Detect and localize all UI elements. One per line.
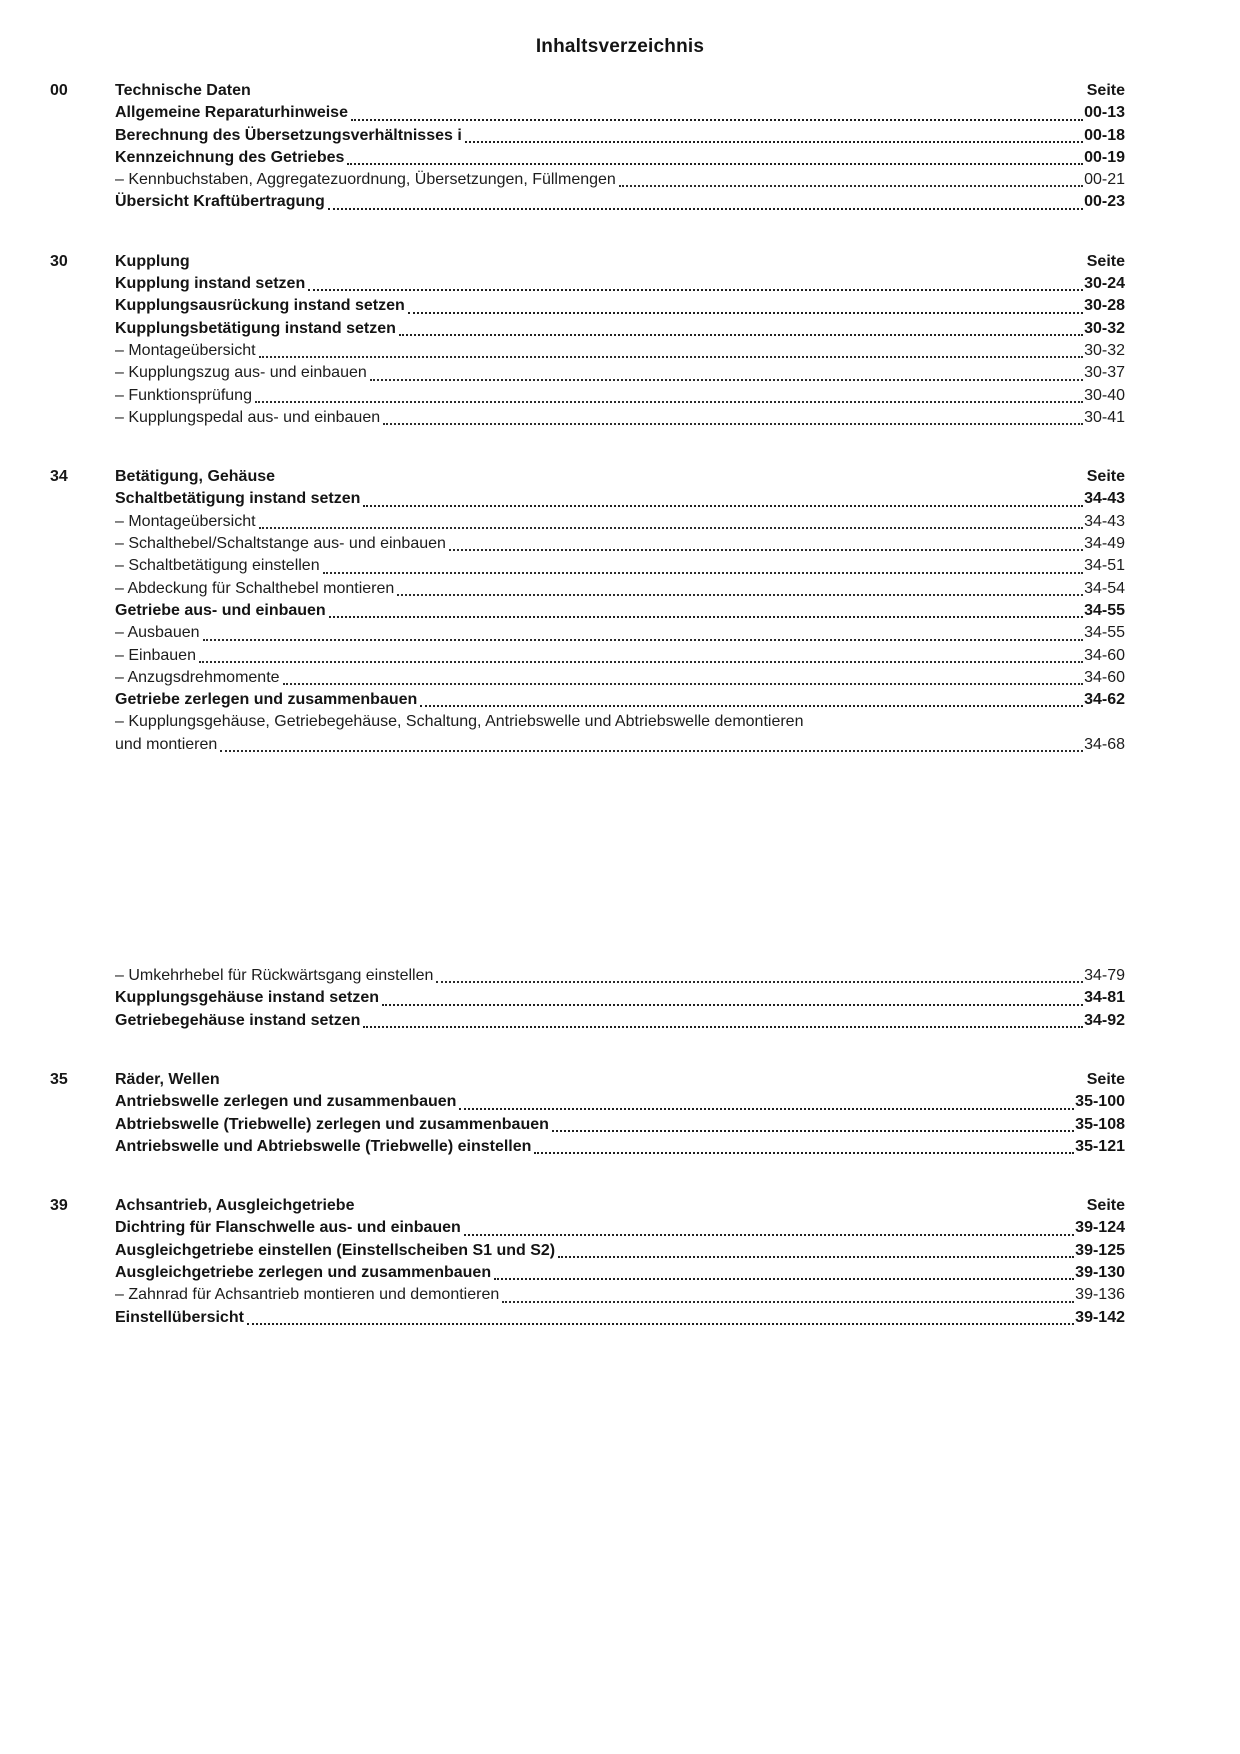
section-number: 35 [50, 1070, 68, 1088]
page-number: 34-55 [1084, 601, 1125, 619]
entry-text: – Einbauen [115, 646, 196, 664]
page-number: 34-51 [1084, 557, 1125, 575]
entry-text: Berechnung des Übersetzungsverhältnisses i [115, 126, 462, 144]
dot-leader [351, 119, 1083, 121]
dot-leader [220, 750, 1083, 752]
dot-leader [199, 661, 1083, 663]
entry-text: – Ausbauen [115, 624, 200, 642]
toc-entry [115, 488, 1125, 510]
section-header [50, 1195, 1125, 1217]
entry-text: Getriebe zerlegen und zusammenbauen [115, 691, 418, 709]
entry-text: Kennzeichnung des Getriebes [115, 148, 345, 166]
page-number: 30-28 [1084, 297, 1125, 315]
dot-leader [552, 1130, 1074, 1132]
dot-leader [259, 356, 1084, 358]
page-number: 34-49 [1084, 535, 1125, 553]
section-title: Kupplung [115, 252, 190, 270]
entry-text: Schaltbetätigung instand setzen [115, 490, 361, 508]
dot-leader [347, 163, 1083, 165]
dot-leader [383, 423, 1083, 425]
dot-leader [363, 1026, 1083, 1028]
entry-text: Einstellübersicht [115, 1308, 244, 1326]
section-number: 00 [50, 82, 68, 99]
toc-entry [115, 1010, 1125, 1032]
section-header [50, 80, 1125, 102]
page-title: Inhaltsverzeichnis [535, 36, 705, 57]
page-column-label: Seite [1086, 1070, 1125, 1088]
entry-text: Abtriebswelle (Triebwelle) zerlegen und zusammenbauen [115, 1115, 549, 1133]
toc-entry [115, 1307, 1125, 1329]
toc-entry [115, 318, 1125, 340]
toc-entry [115, 385, 1125, 407]
entry-text: – Kupplungspedal aus- und einbauen [115, 408, 381, 426]
page-number: 00-23 [1084, 193, 1125, 211]
toc-list [50, 80, 1125, 1329]
page-number: 30-24 [1084, 275, 1125, 293]
dot-leader [449, 549, 1083, 551]
entry-text: Antriebswelle und Abtriebswelle (Triebwelle) einstellen [115, 1137, 532, 1155]
page-number: 30-37 [1084, 364, 1125, 382]
toc-entry [115, 1262, 1125, 1284]
dot-leader [203, 639, 1084, 641]
toc-entry [115, 511, 1125, 533]
page-number: 34-55 [1084, 624, 1125, 642]
entry-text: – Abdeckung für Schalthebel montieren [115, 579, 395, 597]
toc-entry [115, 711, 1125, 733]
page-column-label: Seite [1086, 1197, 1125, 1215]
toc-entry [115, 147, 1125, 169]
section-entries [115, 1217, 1125, 1328]
dot-leader [408, 312, 1083, 314]
toc-entry [115, 191, 1125, 213]
dot-leader [459, 1108, 1074, 1110]
page-number: 39-142 [1075, 1308, 1125, 1326]
dot-leader [502, 1301, 1074, 1303]
toc-entry [115, 555, 1125, 577]
dot-leader [382, 1004, 1083, 1006]
page-number: 35-121 [1075, 1137, 1125, 1155]
section-title: Achsantrieb, Ausgleichgetriebe [115, 1197, 355, 1215]
page-number: 00-19 [1084, 148, 1125, 166]
entry-text: Getriebe aus- und einbauen [115, 601, 326, 619]
toc-entry-continuation [115, 734, 1125, 756]
page-number: 30-41 [1084, 408, 1125, 426]
toc-section-39 [50, 1195, 1125, 1329]
section-entries [115, 488, 1125, 1031]
entry-text: – Umkehrhebel für Rückwärtsgang einstellen [115, 967, 434, 985]
entry-text: Dichtring für Flanschwelle aus- und einbauen [115, 1219, 461, 1237]
entry-text: – Kupplungszug aus- und einbauen [115, 364, 367, 382]
entry-text: – Zahnrad für Achsantrieb montieren und demontieren [115, 1286, 500, 1304]
section-header [50, 1069, 1125, 1091]
dot-leader [399, 334, 1083, 336]
entry-text: Antriebswelle zerlegen und zusammenbauen [115, 1093, 457, 1111]
toc-entry [115, 622, 1125, 644]
toc-entry [115, 667, 1125, 689]
page-column-label: Seite [1086, 468, 1125, 486]
section-number: 39 [50, 1197, 68, 1215]
section-title: Technische Daten [115, 82, 251, 99]
page-number: 35-108 [1075, 1115, 1125, 1133]
page-number: 34-43 [1084, 490, 1125, 508]
page-number: 39-124 [1075, 1219, 1125, 1237]
dot-leader [619, 185, 1083, 187]
toc-entry [115, 125, 1125, 147]
section-title: Betätigung, Gehäuse [115, 468, 276, 486]
entry-text: – Montageübersicht [115, 341, 256, 359]
page-number: 34-92 [1084, 1011, 1125, 1029]
toc-entry [115, 987, 1125, 1009]
entry-text: Getriebegehäuse instand setzen [115, 1011, 361, 1029]
dot-leader [259, 527, 1084, 529]
toc-entry [115, 1091, 1125, 1113]
entry-text: Ausgleichgetriebe zerlegen und zusammenbauen [115, 1263, 492, 1281]
toc-entry [115, 1284, 1125, 1306]
dot-leader [464, 1234, 1074, 1236]
section-number: 34 [50, 468, 68, 486]
section-entries [115, 102, 1125, 213]
page-number: 34-79 [1084, 967, 1125, 985]
section-number: 30 [50, 252, 68, 270]
page-number: 34-68 [1084, 735, 1125, 753]
dot-leader [328, 208, 1083, 210]
page-number: 00-21 [1084, 171, 1125, 189]
toc-entry [115, 689, 1125, 711]
page-number: 34-62 [1084, 691, 1125, 709]
toc-entry [115, 1217, 1125, 1239]
toc-entry [115, 295, 1125, 317]
entry-text: – Kupplungsgehäuse, Getriebegehäuse, Schaltung, Antriebswelle und Abtriebswelle demontieren [115, 713, 804, 731]
dot-leader [247, 1323, 1074, 1325]
toc-section-30 [50, 251, 1125, 429]
dot-leader [255, 401, 1083, 403]
entry-text: – Montageübersicht [115, 512, 256, 530]
toc-section-34 [50, 466, 1125, 1032]
entry-text: – Kennbuchstaben, Aggregatezuordnung, Übersetzungen, Füllmengen [115, 171, 616, 189]
toc-entry [115, 340, 1125, 362]
entry-text: Kupplung instand setzen [115, 275, 306, 293]
entry-text: – Funktionsprüfung [115, 386, 252, 404]
page-number: 34-43 [1084, 512, 1125, 530]
entry-text: – Schalthebel/Schaltstange aus- und einbauen [115, 535, 446, 553]
dot-leader [494, 1278, 1074, 1280]
dot-leader [436, 981, 1083, 983]
entry-text: Allgemeine Reparaturhinweise [115, 104, 348, 122]
page-number: 00-13 [1084, 104, 1125, 122]
dot-leader [558, 1256, 1074, 1258]
section-header [50, 466, 1125, 488]
toc-entry [115, 965, 1125, 987]
dot-leader [370, 379, 1083, 381]
dot-leader [534, 1152, 1074, 1154]
entry-text: Kupplungsgehäuse instand setzen [115, 989, 380, 1007]
page-number: 34-81 [1084, 989, 1125, 1007]
dot-leader [283, 683, 1084, 685]
page-number: 39-125 [1075, 1241, 1125, 1259]
toc-entry [115, 169, 1125, 191]
entry-text: Kupplungsbetätigung instand setzen [115, 319, 396, 337]
toc-entry [115, 533, 1125, 555]
page-number: 30-40 [1084, 386, 1125, 404]
toc-entry [115, 1114, 1125, 1136]
dot-leader [465, 141, 1083, 143]
section-header [50, 251, 1125, 273]
dot-leader [323, 572, 1083, 574]
page-number: 34-60 [1084, 646, 1125, 664]
page-number: 35-100 [1075, 1093, 1125, 1111]
dot-leader [308, 289, 1083, 291]
section-entries [115, 273, 1125, 429]
dot-leader [397, 594, 1083, 596]
entry-text: Kupplungsausrückung instand setzen [115, 297, 405, 315]
entry-text: – Anzugsdrehmomente [115, 668, 280, 686]
entry-text: Ausgleichgetriebe einstellen (Einstellscheiben S1 und S2) [115, 1241, 556, 1259]
toc-entry [115, 273, 1125, 295]
toc-entry [115, 1136, 1125, 1158]
page-number: 39-130 [1075, 1263, 1125, 1281]
entry-text: Übersicht Kraftübertragung [115, 193, 325, 211]
entry-text: und montieren [115, 735, 218, 753]
page-number: 34-60 [1084, 668, 1125, 686]
entry-text: – Schaltbetätigung einstellen [115, 557, 320, 575]
toc-entry [115, 362, 1125, 384]
toc-section-35 [50, 1069, 1125, 1158]
dot-leader [420, 705, 1083, 707]
toc-section-00 [50, 80, 1125, 214]
page-number: 30-32 [1084, 341, 1125, 359]
toc-entry [115, 578, 1125, 600]
page-number: 30-32 [1084, 319, 1125, 337]
page-number: 39-136 [1075, 1286, 1125, 1304]
section-entries [115, 1091, 1125, 1158]
toc-entry [115, 645, 1125, 667]
page-number: 00-18 [1084, 126, 1125, 144]
page-column-label: Seite [1086, 82, 1125, 99]
page-column-label: Seite [1086, 252, 1125, 270]
dot-leader [363, 505, 1083, 507]
toc-entry [115, 1240, 1125, 1262]
page-number: 34-54 [1084, 579, 1125, 597]
dot-leader [329, 616, 1083, 618]
toc-entry [115, 407, 1125, 429]
section-title: Räder, Wellen [115, 1070, 220, 1088]
toc-entry [115, 102, 1125, 124]
toc-entry [115, 600, 1125, 622]
